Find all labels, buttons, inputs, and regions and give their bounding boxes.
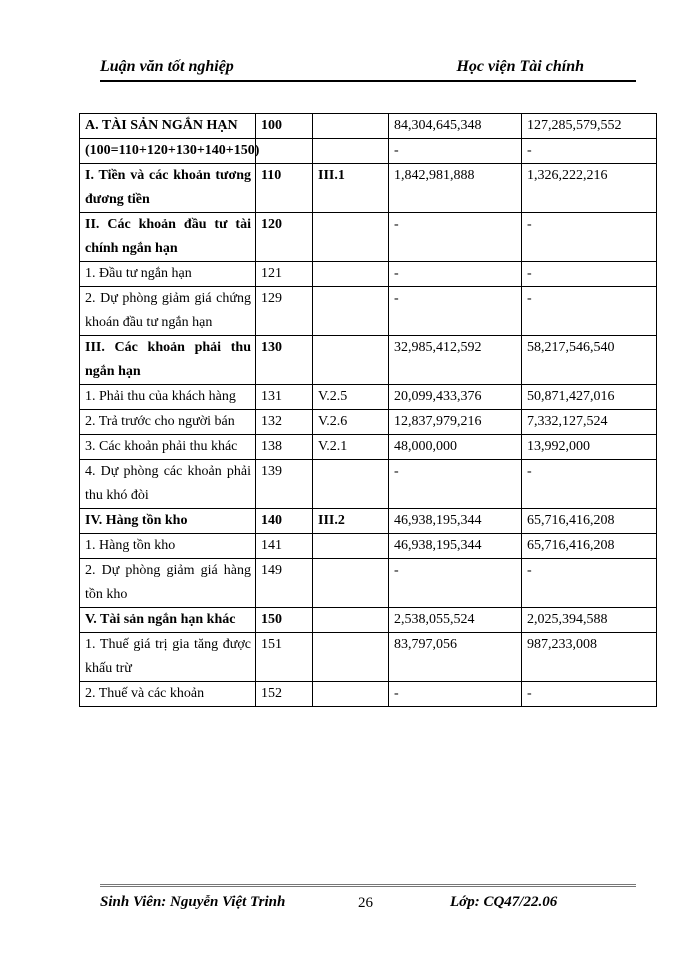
table-row <box>80 336 657 385</box>
line-item-note <box>313 336 389 385</box>
line-item-note <box>313 460 389 509</box>
table-row <box>80 559 657 608</box>
line-item-note <box>313 534 389 559</box>
line-item-current-amount: 84,304,645,348 <box>389 114 522 139</box>
line-item-name: III. Các khoản phải thu ngắn hạn <box>80 336 256 385</box>
line-item-code: 131 <box>256 385 313 410</box>
line-item-name: IV. Hàng tồn kho <box>80 509 256 534</box>
line-item-previous-amount: - <box>522 262 657 287</box>
line-item-note <box>313 262 389 287</box>
line-item-previous-amount: - <box>522 287 657 336</box>
line-item-code: 138 <box>256 435 313 460</box>
line-item-previous-amount: - <box>522 213 657 262</box>
table-row <box>80 213 657 262</box>
line-item-current-amount: 12,837,979,216 <box>389 410 522 435</box>
line-item-name: 2. Dự phòng giảm giá hàng tồn kho <box>80 559 256 608</box>
line-item-note <box>313 139 389 164</box>
page-number: 26 <box>358 895 373 911</box>
line-item-note <box>313 213 389 262</box>
table-row <box>80 139 657 164</box>
table-row <box>80 509 657 534</box>
line-item-current-amount: - <box>389 262 522 287</box>
line-item-current-amount: - <box>389 460 522 509</box>
line-item-previous-amount: 987,233,008 <box>522 633 657 682</box>
line-item-previous-amount: 127,285,579,552 <box>522 114 657 139</box>
line-item-previous-amount: - <box>522 460 657 509</box>
table-row <box>80 287 657 336</box>
footer-student-name: Sinh Viên: Nguyễn Việt Trinh <box>100 894 286 910</box>
line-item-current-amount: 48,000,000 <box>389 435 522 460</box>
line-item-previous-amount: - <box>522 139 657 164</box>
line-item-name: 1. Hàng tồn kho <box>80 534 256 559</box>
line-item-current-amount: - <box>389 287 522 336</box>
line-item-code: 140 <box>256 509 313 534</box>
line-item-code: 132 <box>256 410 313 435</box>
line-item-note <box>313 114 389 139</box>
line-item-current-amount: 46,938,195,344 <box>389 534 522 559</box>
line-item-current-amount: 1,842,981,888 <box>389 164 522 213</box>
line-item-previous-amount: 65,716,416,208 <box>522 534 657 559</box>
line-item-name: I. Tiền và các khoản tương đương tiền <box>80 164 256 213</box>
line-item-current-amount: - <box>389 139 522 164</box>
line-item-name: V. Tài sản ngắn hạn khác <box>80 608 256 633</box>
line-item-current-amount: 32,985,412,592 <box>389 336 522 385</box>
line-item-previous-amount: 7,332,127,524 <box>522 410 657 435</box>
line-item-name: 1. Thuế giá trị gia tăng được khấu trừ <box>80 633 256 682</box>
line-item-code: 130 <box>256 336 313 385</box>
line-item-code: 110 <box>256 164 313 213</box>
header-thesis-title: Luận văn tốt nghiệp <box>100 58 234 75</box>
line-item-note <box>313 287 389 336</box>
line-item-name: 2. Thuế và các khoản <box>80 682 256 707</box>
table-row <box>80 435 657 460</box>
line-item-code: 141 <box>256 534 313 559</box>
line-item-note: V.2.1 <box>313 435 389 460</box>
line-item-previous-amount: 2,025,394,588 <box>522 608 657 633</box>
table-row <box>80 682 657 707</box>
line-item-note: III.2 <box>313 509 389 534</box>
line-item-name: 2. Dự phòng giảm giá chứng khoán đầu tư ngắn hạn <box>80 287 256 336</box>
line-item-name: 1. Đầu tư ngắn hạn <box>80 262 256 287</box>
line-item-current-amount: - <box>389 559 522 608</box>
line-item-name: 4. Dự phòng các khoản phải thu khó đòi <box>80 460 256 509</box>
table-row <box>80 385 657 410</box>
line-item-previous-amount: 65,716,416,208 <box>522 509 657 534</box>
line-item-code: 152 <box>256 682 313 707</box>
line-item-previous-amount: 1,326,222,216 <box>522 164 657 213</box>
line-item-code: 149 <box>256 559 313 608</box>
line-item-note: V.2.5 <box>313 385 389 410</box>
line-item-code <box>256 139 313 164</box>
line-item-previous-amount: 58,217,546,540 <box>522 336 657 385</box>
line-item-name: A. TÀI SẢN NGẮN HẠN <box>80 114 256 139</box>
line-item-code: 129 <box>256 287 313 336</box>
table-row <box>80 608 657 633</box>
line-item-note <box>313 682 389 707</box>
balance-sheet-table <box>79 113 657 707</box>
line-item-previous-amount: 50,871,427,016 <box>522 385 657 410</box>
line-item-code: 150 <box>256 608 313 633</box>
table-row <box>80 114 657 139</box>
line-item-note <box>313 608 389 633</box>
footer-class: Lớp: CQ47/22.06 <box>450 894 558 910</box>
line-item-previous-amount: 13,992,000 <box>522 435 657 460</box>
line-item-name: 2. Trả trước cho người bán <box>80 410 256 435</box>
line-item-code: 139 <box>256 460 313 509</box>
table-row <box>80 410 657 435</box>
line-item-note: V.2.6 <box>313 410 389 435</box>
line-item-previous-amount: - <box>522 559 657 608</box>
line-item-note: III.1 <box>313 164 389 213</box>
table-row <box>80 534 657 559</box>
line-item-note <box>313 559 389 608</box>
page-footer <box>100 884 636 911</box>
line-item-note <box>313 633 389 682</box>
line-item-previous-amount: - <box>522 682 657 707</box>
line-item-code: 151 <box>256 633 313 682</box>
line-item-current-amount: 46,938,195,344 <box>389 509 522 534</box>
line-item-code: 120 <box>256 213 313 262</box>
line-item-name: 1. Phải thu của khách hàng <box>80 385 256 410</box>
line-item-name: (100=110+120+130+140+150) <box>80 139 256 164</box>
line-item-current-amount: 2,538,055,524 <box>389 608 522 633</box>
line-item-name: II. Các khoản đầu tư tài chính ngắn hạn <box>80 213 256 262</box>
line-item-code: 100 <box>256 114 313 139</box>
line-item-current-amount: 20,099,433,376 <box>389 385 522 410</box>
table-row <box>80 262 657 287</box>
line-item-name: 3. Các khoản phải thu khác <box>80 435 256 460</box>
line-item-current-amount: - <box>389 682 522 707</box>
line-item-current-amount: - <box>389 213 522 262</box>
table-row <box>80 164 657 213</box>
page-header <box>100 56 636 82</box>
line-item-code: 121 <box>256 262 313 287</box>
table-row <box>80 460 657 509</box>
table-row <box>80 633 657 682</box>
header-institution: Học viện Tài chính <box>456 58 584 75</box>
line-item-current-amount: 83,797,056 <box>389 633 522 682</box>
